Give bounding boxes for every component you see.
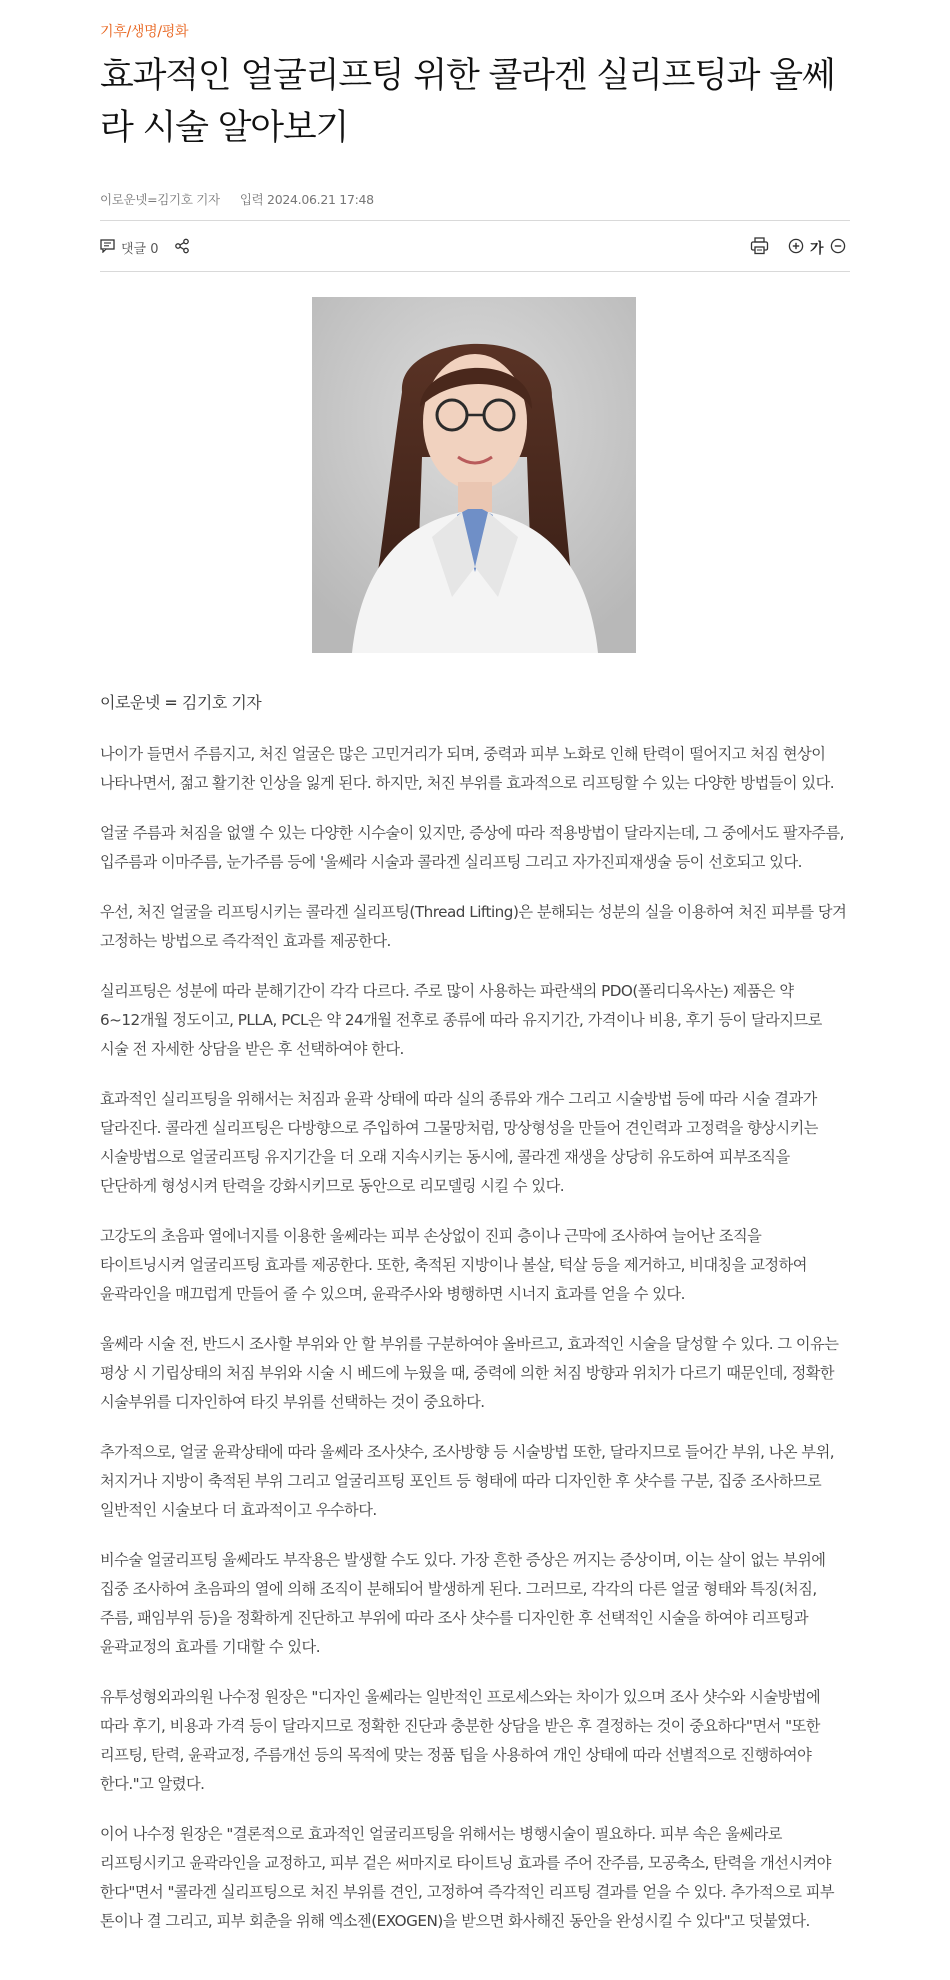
article-paragraph: 유투성형외과의원 나수정 원장은 "디자인 울쎄라는 일반적인 프로세스와는 차이가 있으며 조사 샷수와 시술방법에 따라 후기, 비용과 가격 등이 달라지므로 정확한 진단과 충분한 상담을 받은 후 결정하는 것이 중요하다"면서 "또한 리프팅, 탄력, 윤곽교정, 주름개선 등의 목적에 맞는 정품 팁을 사용하여 개인 상태에 따라 선별적으로 진행하여야 한다."고 알렸다. [100, 1688, 821, 1793]
article-paragraph: 이어 나수정 원장은 "결론적으로 효과적인 얼굴리프팅을 위해서는 병행시술이 필요하다. 피부 속은 울쎄라로 리프팅시키고 윤곽라인을 교정하고, 피부 겉은 써마지로 타이트닝 효과를 주어 잔주름, 모공축소, 탄력을 개선시켜야 한다"면서 "콜라겐 실리프팅으로 처진 부위를 견인, 고정하여 즉각적인 리프팅 결과를 얻을 수 있다. 추가적으로 피부 톤이나 결 그리고, 피부 회춘을 위해 엑소젠(EXOGEN)을 받으면 화사해진 동안을 완성시킬 수 있다"고 덧붙였다. [100, 1825, 835, 1930]
print-button[interactable] [750, 237, 769, 259]
zoom-in-icon [788, 238, 804, 258]
font-size-label: 가 [810, 241, 824, 257]
byline [100, 190, 374, 208]
photo-credit: 이로운넷 = 김기호 기자 [100, 693, 262, 712]
header-divider [100, 220, 850, 221]
article-body [100, 688, 850, 1957]
portrait-image [312, 297, 636, 653]
comment-count: 댓글 0 [121, 242, 159, 257]
article-paragraph: 나이가 들면서 주름지고, 처진 얼굴은 많은 고민거리가 되며, 중력과 피부 노화로 인해 탄력이 떨어지고 처짐 현상이 나타나면서, 젊고 활기찬 인상을 잃게 된다. 하지만, 처진 부위를 효과적으로 리프팅할 수 있는 다양한 방법들이 있다. [100, 745, 835, 792]
font-size-increase-button[interactable] [788, 238, 804, 258]
article-toolbar [100, 233, 850, 263]
author-name: 이로운넷=김기호 기자 [100, 192, 220, 207]
share-icon [174, 238, 190, 258]
article-paragraph: 실리프팅은 성분에 따라 분해기간이 각각 다르다. 주로 많이 사용하는 파란색의 PDO(폴리디옥사논) 제품은 약 6~12개월 정도이고, PLLA, PCL은 약 24개월 전후로 종류에 따라 유지기간, 가격이나 비용, 후기 등이 달라지므로 시술 전 자세한 상담을 받은 후 선택하여야 한다. [100, 982, 822, 1058]
article-paragraph: 우선, 처진 얼굴을 리프팅시키는 콜라겐 실리프팅(Thread Lifting)은 분해되는 성분의 실을 이용하여 처진 피부를 당겨 고정하는 방법으로 즉각적인 효과를 제공한다. [100, 903, 847, 950]
article-paragraph: 추가적으로, 얼굴 윤곽상태에 따라 울쎄라 조사샷수, 조사방향 등 시술방법 또한, 달라지므로 들어간 부위, 나온 부위, 처지거나 지방이 축적된 부위 그리고 얼굴리프팅 포인트 등 형태에 따라 디자인한 후 샷수를 구분, 집중 조사하므로 일반적인 시술보다 더 효과적이고 우수하다. [100, 1443, 835, 1519]
zoom-out-icon [830, 238, 846, 258]
published-date: 입력 2024.06.21 17:48 [239, 192, 374, 207]
comment-button[interactable] [100, 238, 159, 257]
article-paragraph: 울쎄라 시술 전, 반드시 조사할 부위와 안 할 부위를 구분하여야 올바르고, 효과적인 시술을 달성할 수 있다. 그 이유는 평상 시 기립상태의 처짐 부위와 시술 시 베드에 누웠을 때, 중력에 의한 처짐 방향과 위치가 다르기 때문인데, 정확한 시술부위를 디자인하여 타깃 부위를 선택하는 것이 중요하다. [100, 1335, 839, 1411]
article-photo [312, 297, 636, 653]
share-button[interactable] [174, 238, 190, 258]
article-paragraph: 비수술 얼굴리프팅 울쎄라도 부작용은 발생할 수도 있다. 가장 흔한 증상은 꺼지는 증상이며, 이는 살이 없는 부위에 집중 조사하여 초음파의 열에 의해 조직이 분해되어 발생하게 된다. 그러므로, 각각의 다른 얼굴 형태와 특징(처짐, 주름, 패임부위 등)을 정확하게 진단하고 부위에 따라 조사 샷수를 디자인한 후 선택적인 시술을 하여야 리프팅과 윤곽교정의 효과를 기대할 수 있다. [100, 1551, 826, 1656]
article-paragraph: 얼굴 주름과 처짐을 없앨 수 있는 다양한 시수술이 있지만, 증상에 따라 적용방법이 달라지는데, 그 중에서도 팔자주름, 입주름과 이마주름, 눈가주름 등에 '울쎄라 시술과 콜라겐 실리프팅 그리고 자가진피재생술 등이 선호되고 있다. [100, 824, 844, 871]
toolbar-divider [100, 271, 850, 272]
article-paragraph: 고강도의 초음파 열에너지를 이용한 울쎄라는 피부 손상없이 진피 층이나 근막에 조사하여 늘어난 조직을 타이트닝시켜 얼굴리프팅 효과를 제공한다. 또한, 축적된 지방이나 볼살, 턱살 등을 제거하고, 비대칭을 교정하여 윤곽라인을 매끄럽게 만들어 줄 수 있으며, 윤곽주사와 병행하면 시너지 효과를 얻을 수 있다. [100, 1227, 807, 1303]
article-title: 효과적인 얼굴리프팅 위한 콜라겐 실리프팅과 울쎄라 시술 알아보기 [100, 56, 835, 148]
article-paragraph: 효과적인 실리프팅을 위해서는 처짐과 윤곽 상태에 따라 실의 종류와 개수 그리고 시술방법 등에 따라 시술 결과가 달라진다. 콜라겐 실리프팅은 다방향으로 주입하여 그물망처럼, 망상형성을 만들어 견인력과 고정력을 향상시키는 시술방법으로 얼굴리프팅 유지기간을 더 오래 지속시키는 동시에, 콜라겐 재생을 상당히 유도하여 피부조직을 단단하게 형성시켜 탄력을 강화시키므로 동안으로 리모델링 시킬 수 있다. [100, 1090, 818, 1195]
comment-icon [100, 239, 115, 257]
article-category[interactable]: 기후/생명/평화 [100, 24, 189, 40]
font-size-decrease-button[interactable] [830, 238, 846, 258]
print-icon [750, 237, 769, 259]
